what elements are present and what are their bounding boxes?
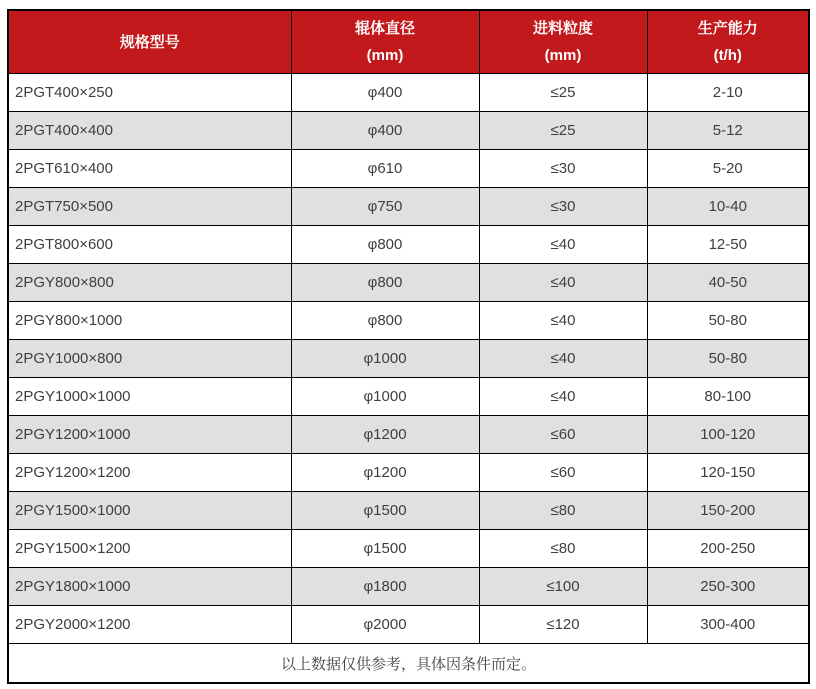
roller-diameter-cell: φ1500 [291,530,479,568]
header-roller-diameter [291,10,479,74]
header-roller-diameter-unit: (mm) [366,47,404,64]
roller-diameter-cell: φ1800 [291,568,479,606]
capacity-cell: 40-50 [647,264,809,302]
roller-diameter-cell: φ1200 [291,454,479,492]
model-cell: 2PGY1000×800 [8,340,291,378]
header-feed-size-label: 进料粒度 [532,20,593,37]
roller-diameter-cell: φ800 [291,264,479,302]
roller-diameter-cell: φ1500 [291,492,479,530]
table-row [8,568,809,606]
header-model [8,10,291,74]
table-row [8,530,809,568]
capacity-cell: 120-150 [647,454,809,492]
roller-diameter-cell: φ800 [291,302,479,340]
model-cell: 2PGY2000×1200 [8,606,291,644]
feed-size-cell: ≤40 [479,378,647,416]
capacity-cell: 5-12 [647,112,809,150]
model-cell: 2PGY1800×1000 [8,568,291,606]
model-cell: 2PGY1500×1000 [8,492,291,530]
capacity-cell: 12-50 [647,226,809,264]
table-row [8,112,809,150]
feed-size-cell: ≤60 [479,454,647,492]
model-cell: 2PGY800×1000 [8,302,291,340]
feed-size-cell: ≤40 [479,264,647,302]
table-row [8,378,809,416]
roller-diameter-cell: φ1200 [291,416,479,454]
table-row [8,74,809,112]
model-cell: 2PGT750×500 [8,188,291,226]
table-row [8,188,809,226]
model-cell: 2PGY1500×1200 [8,530,291,568]
roller-diameter-cell: φ610 [291,150,479,188]
capacity-cell: 5-20 [647,150,809,188]
header-row [8,10,809,74]
feed-size-cell: ≤100 [479,568,647,606]
capacity-cell: 200-250 [647,530,809,568]
table-header [8,10,809,74]
footnote-row [8,644,809,684]
header-capacity [647,10,809,74]
table-row [8,454,809,492]
feed-size-cell: ≤120 [479,606,647,644]
header-model-label: 规格型号 [119,33,180,51]
table-row [8,264,809,302]
capacity-cell: 250-300 [647,568,809,606]
roller-diameter-cell: φ400 [291,112,479,150]
capacity-cell: 100-120 [647,416,809,454]
feed-size-cell: ≤60 [479,416,647,454]
roller-diameter-cell: φ1000 [291,340,479,378]
roller-diameter-cell: φ750 [291,188,479,226]
feed-size-cell: ≤30 [479,150,647,188]
table-row [8,302,809,340]
feed-size-cell: ≤80 [479,492,647,530]
table-body [8,74,809,644]
model-cell: 2PGY1000×1000 [8,378,291,416]
header-capacity-unit: (t/h) [713,47,742,64]
capacity-cell: 300-400 [647,606,809,644]
header-feed-size [479,10,647,74]
model-cell: 2PGT400×400 [8,112,291,150]
model-cell: 2PGY800×800 [8,264,291,302]
feed-size-cell: ≤30 [479,188,647,226]
header-capacity-label: 生产能力 [697,20,758,37]
roller-diameter-cell: φ1000 [291,378,479,416]
table-row [8,226,809,264]
feed-size-cell: ≤40 [479,340,647,378]
capacity-cell: 10-40 [647,188,809,226]
spec-table-container [7,9,810,684]
capacity-cell: 50-80 [647,340,809,378]
table-row [8,492,809,530]
footnote-text: 以上数据仅供参考，具体因条件而定。 [8,644,809,684]
table-row [8,340,809,378]
model-cell: 2PGT610×400 [8,150,291,188]
feed-size-cell: ≤40 [479,226,647,264]
capacity-cell: 80-100 [647,378,809,416]
feed-size-cell: ≤80 [479,530,647,568]
capacity-cell: 50-80 [647,302,809,340]
spec-table [7,9,810,684]
roller-diameter-cell: φ800 [291,226,479,264]
capacity-cell: 2-10 [647,74,809,112]
roller-diameter-cell: φ400 [291,74,479,112]
table-row [8,416,809,454]
feed-size-cell: ≤25 [479,112,647,150]
model-cell: 2PGY1200×1200 [8,454,291,492]
table-row [8,150,809,188]
model-cell: 2PGT400×250 [8,74,291,112]
feed-size-cell: ≤40 [479,302,647,340]
table-row [8,606,809,644]
capacity-cell: 150-200 [647,492,809,530]
table-footer [8,644,809,684]
header-roller-diameter-label: 辊体直径 [354,20,415,37]
feed-size-cell: ≤25 [479,74,647,112]
roller-diameter-cell: φ2000 [291,606,479,644]
model-cell: 2PGT800×600 [8,226,291,264]
header-feed-size-unit: (mm) [544,47,582,64]
model-cell: 2PGY1200×1000 [8,416,291,454]
